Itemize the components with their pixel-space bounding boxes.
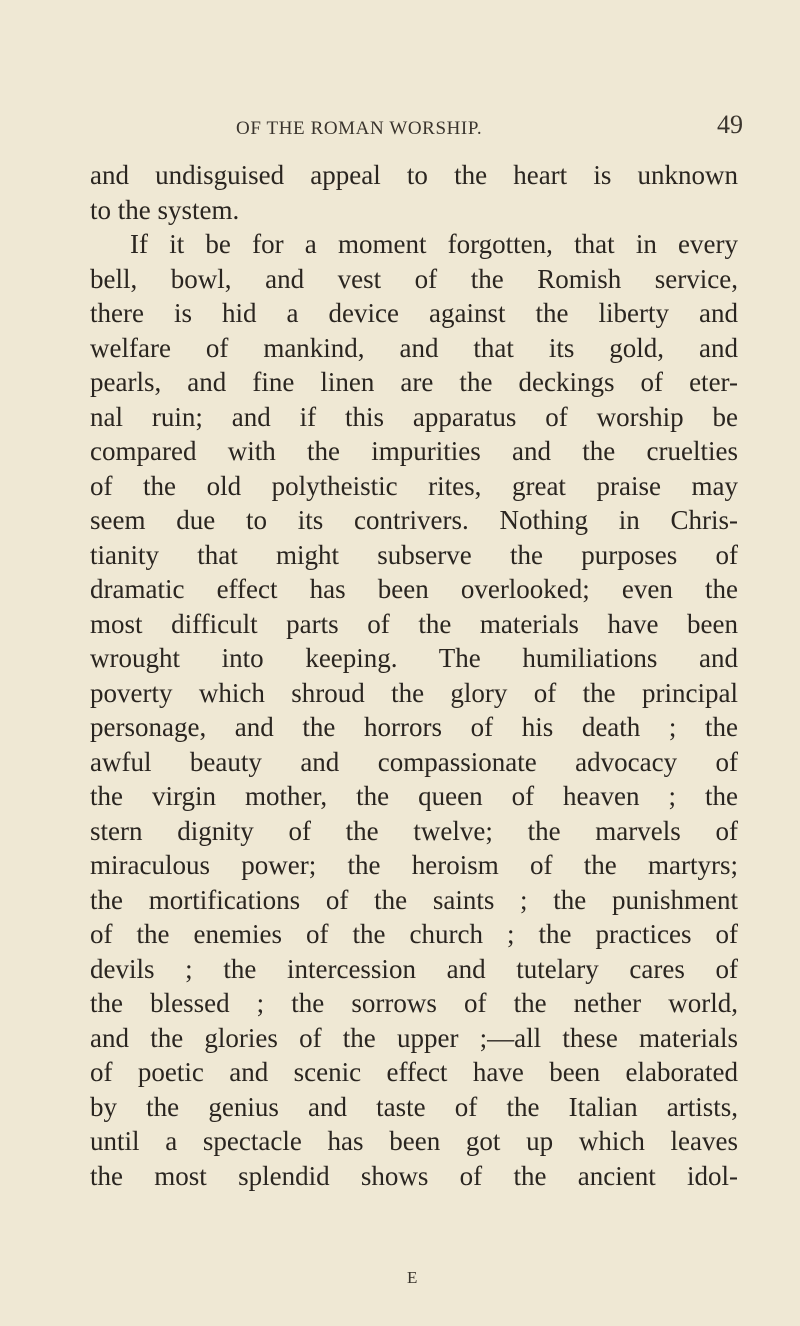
text-line: there is hid a device against the liberty and — [90, 298, 738, 328]
text-line: and undisguised appeal to the heart is unknown — [90, 160, 738, 190]
text-line: compared with the impurities and the cruelties — [90, 436, 738, 466]
text-line: of the old polytheistic rites, great praise may — [90, 470, 738, 501]
text-line: awful beauty and compassionate advocacy of — [90, 746, 738, 777]
text-line: to the system. — [90, 194, 240, 225]
body-text — [90, 158, 738, 1193]
text-line: dramatic effect has been overlooked; even the — [90, 574, 738, 604]
signature-mark: E — [407, 1268, 418, 1287]
text-line: pearls, and fine linen are the deckings of eter- — [90, 367, 738, 397]
text-line: most difficult parts of the materials have been — [90, 608, 738, 639]
text-line: the blessed ; the sorrows of the nether world, — [90, 988, 738, 1018]
text-line: wrought into keeping. The humiliations and — [90, 643, 738, 673]
text-line: nal ruin; and if this apparatus of worship be — [90, 401, 738, 432]
text-line: poverty which shroud the glory of the principal — [90, 677, 738, 708]
text-line: tianity that might subserve the purposes of — [90, 539, 738, 570]
page-number: 49 — [717, 110, 743, 139]
text-line: by the genius and taste of the Italian artists, — [90, 1091, 738, 1122]
text-line: seem due to its contrivers. Nothing in Chris- — [90, 505, 738, 535]
text-line: welfare of mankind, and that its gold, and — [90, 332, 738, 363]
text-line: until a spectacle has been got up which leaves — [90, 1126, 738, 1156]
text-line: and the glories of the upper ;—all these materials — [90, 1022, 738, 1053]
text-line: the virgin mother, the queen of heaven ; the — [90, 781, 738, 811]
text-line: bell, bowl, and vest of the Romish service, — [90, 263, 738, 294]
text-line: devils ; the intercession and tutelary cares of — [90, 953, 738, 984]
text-line: of poetic and scenic effect have been elaborated — [90, 1057, 738, 1087]
text-line: the mortifications of the saints ; the punishment — [90, 884, 738, 915]
text-line: If it be for a moment forgotten, that in every — [130, 229, 738, 259]
text-line: stern dignity of the twelve; the marvels of — [90, 815, 738, 846]
running-head: OF THE ROMAN WORSHIP. — [236, 118, 483, 139]
text-line: of the enemies of the church ; the practices of — [90, 919, 738, 949]
text-line: the most splendid shows of the ancient idol- — [90, 1160, 738, 1191]
text-line: miraculous power; the heroism of the martyrs; — [90, 850, 738, 880]
text-line: personage, and the horrors of his death ; the — [90, 712, 738, 742]
